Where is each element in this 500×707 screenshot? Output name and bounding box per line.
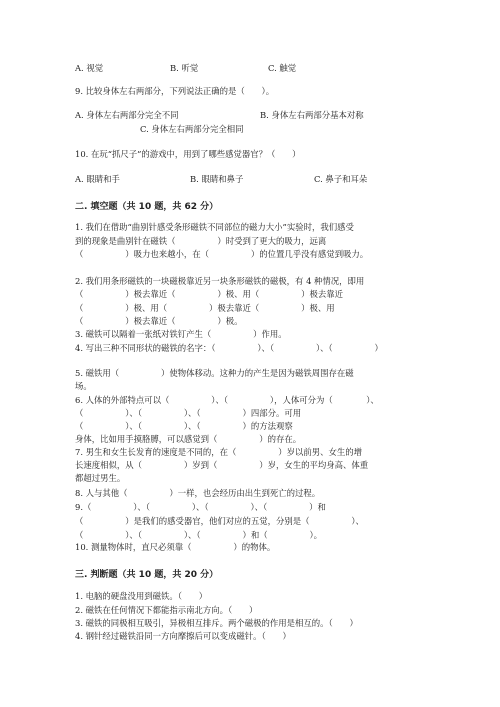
fill-line: 1. 我们在借助“曲别针感受条形磁铁不同部位的磁力大小”实验时，我们感受: [75, 222, 354, 232]
fill-line: 8. 人与其他（ ）一样，也会经历由出生到死亡的过程。: [75, 488, 321, 498]
q9-stem: 9. 比较身体左右两部分，下列说法正确的是（ ）。: [75, 86, 275, 96]
q10-stem: 10. 在玩“抓尺子”的游戏中，用到了哪些感觉器官？（ ）: [75, 149, 301, 159]
fill-line: （ ）极、用（ ）极去靠近（ ）极、用: [75, 303, 335, 313]
fill-line: 9.（ ）、（ ）、（ ）、（ ）和: [75, 502, 326, 512]
fill-line: 3. 磁铁可以隔着一张纸对铁钉产生（ ）作用。: [75, 329, 287, 339]
tf-line: 4. 钢针经过磁铁沿同一方向摩擦后可以变成磁针。（ ）: [75, 631, 291, 641]
fill-line: 2. 我们用条形磁铁的一块磁极靠近另一块条形磁铁的磁极，有 4 种情况，即用: [75, 276, 365, 286]
fill-line: （ ）是我们的感受器官，他们对应的五觉，分别是（ ）、: [75, 516, 364, 526]
fill-line: 7. 男生和女生长发育的速度是不同的，在（ ）岁以前男、女生的增: [75, 447, 363, 457]
q9-option-c: C. 身体左右两部分完全相同: [140, 124, 244, 134]
fill-line: （ ）吸力也来越小，在（ ）的位置几乎没有感觉到吸力。: [75, 249, 369, 259]
q9-option-a: A. 身体左右两部分完全不同: [75, 110, 179, 120]
fill-line: 身体，比如用手摸胳膊，可以感觉到（ ）的存在。: [75, 434, 302, 444]
q8-option-c: C. 触觉: [268, 63, 297, 73]
tf-line: 3. 磁铁的同极相互吸引，异极相互排斥。两个磁极的作用是相互的。（ ）: [75, 618, 358, 628]
fill-line: 到的现象是曲别针在磁铁（ ）时受到了更大的吸力，远离: [75, 236, 327, 246]
fill-line: （ ）、（ ）、（ ）和（ ）。: [75, 530, 323, 540]
q8-option-b: B. 听觉: [170, 63, 199, 73]
fill-line: 6. 人体的外部特点可以（ ）、（ ），人体可分为（ ）、: [75, 395, 379, 405]
q10-option-a: A. 眼睛和手: [75, 174, 120, 184]
q10-option-c: C. 鼻子和耳朵: [314, 174, 368, 184]
q10-option-b: B. 眼睛和鼻子: [190, 174, 244, 184]
q9-option-b: B. 身体左右两部分基本对称: [260, 110, 364, 120]
section-title-fill-in: 二. 填空题（共 10 题，共 62 分）: [75, 202, 219, 212]
fill-line: 4. 写出三种不同形状的磁铁的名字：（ ）、（ ）、（ ）: [75, 343, 383, 353]
section-title-true-false: 三. 判断题（共 10 题，共 20 分）: [75, 570, 219, 580]
fill-line: （ ）极去靠近（ ）极。: [75, 316, 243, 326]
fill-line: 场。: [75, 381, 92, 391]
fill-line: 都超过男生。: [75, 473, 126, 483]
fill-line: 10. 测量物体时，直尺必须靠（ ）的物体。: [75, 542, 276, 552]
q8-option-a: A. 视觉: [75, 63, 104, 73]
fill-line: 长速度相似，从（ ）岁到（ ）岁，女生的平均身高、体重: [75, 460, 369, 470]
fill-line: 5. 磁铁用（ ）使物体移动。这种力的产生是因为磁铁周围存在磁: [75, 368, 354, 378]
tf-line: 1. 电脑的硬盘没用到磁铁。（ ）: [75, 591, 208, 601]
fill-line: （ ）极去靠近（ ）极、用（ ）极去靠近: [75, 289, 343, 299]
tf-line: 2. 磁铁在任何情况下都能指示南北方向。（ ）: [75, 605, 258, 615]
fill-line: （ ）、（ ）、（ ）的方法观察: [75, 421, 293, 431]
fill-line: （ ）、（ ）、（ ）四部分。可用: [75, 408, 302, 418]
